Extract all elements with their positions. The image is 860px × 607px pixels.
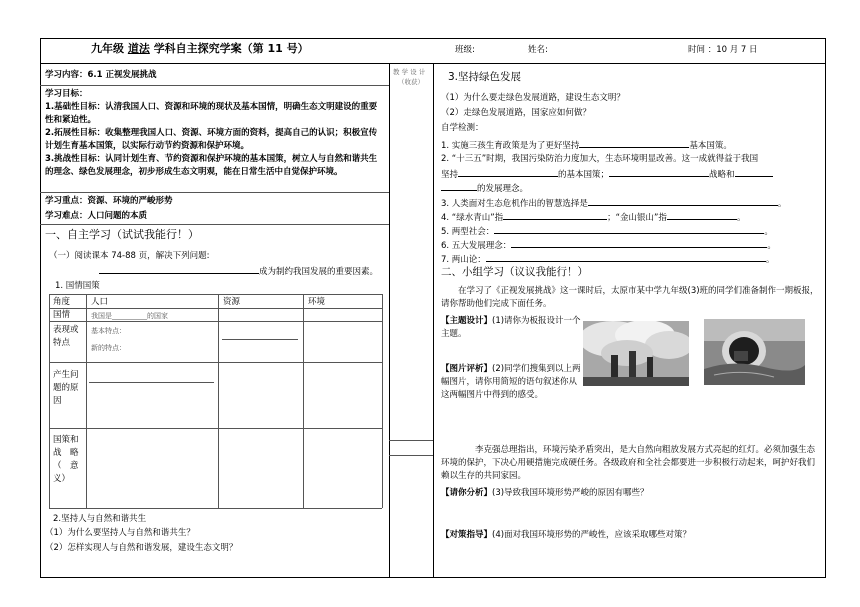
frame-top — [40, 38, 825, 39]
table-header-angle: 角度 — [53, 297, 71, 307]
key-point: 学习重点：资源、环境的严峻形势 — [45, 196, 173, 206]
causes-answer-line — [89, 382, 214, 383]
check-item-3: 3. 人类面对生态危机作出的智慧选择是 。 — [441, 196, 786, 210]
table-header-population: 人口 — [91, 297, 109, 307]
constraint-question — [99, 264, 378, 278]
cell-new-features[interactable]: 新的特点： — [91, 344, 126, 352]
green-question-1: （1）为什么要走绿色发展道路，建设生态文明？ — [441, 93, 625, 103]
points-divider — [40, 224, 389, 225]
table-header-environment: 环境 — [308, 297, 326, 307]
teaching-design-label: 教 学 设 计 — [393, 68, 426, 76]
row-label-characteristics: 表现或特点 — [53, 325, 79, 348]
task-cause-analysis: 【请你分析】(3)导致我国环境形势严峻的原因有哪些？ — [441, 488, 649, 498]
frame-right — [825, 38, 826, 578]
constraint-question-tail: 成为制约我国发展的重要因素。 — [259, 267, 379, 277]
row-label-policies: 国策和战 略（ 意义） — [53, 435, 79, 484]
goals-divider — [40, 192, 389, 193]
cell-basic-features[interactable]: 基本特点： — [91, 327, 126, 335]
section-self-study-title: 一、自主学习（试试我能行！） — [45, 228, 199, 241]
difficult-point: 学习难点：人口问题的本质 — [45, 211, 148, 221]
harvest-label: （收获） — [398, 78, 424, 86]
green-development-title: 3.坚持绿色发展 — [448, 71, 522, 83]
title-rest: 学科自主探究学案（第 11 号） — [153, 42, 309, 55]
name-label: 姓名: — [528, 45, 548, 55]
subsection-harmony: 2.坚持人与自然和谐共生 — [53, 514, 147, 524]
task-photo-analysis: 【图片评析】(2)同学们搜集到以上两幅图片，请你用简短的语句叙述你从这两幅图片中得到的感受。 — [441, 364, 581, 400]
check-item-6: 6. 五大发展理念： 。 — [441, 238, 776, 252]
sewage-pipe-photo — [704, 319, 805, 385]
row-label-causes: 产生问题的原因 — [53, 370, 79, 406]
reading-instruction: （一）阅读课本 74-88 页，解决下列问题: — [49, 251, 210, 261]
learning-content: 学习内容：6.1 正视发展挑战 — [45, 70, 157, 80]
middle-divider-1 — [389, 440, 433, 441]
check-item-5: 5. 两型社会： 。 — [441, 224, 773, 238]
resources-answer-line — [222, 339, 298, 340]
date-label: 时间 ：10 月 7 日 — [688, 45, 758, 55]
check-item-4: 4. “绿水青山”指 ；“金山银山”指 。 — [441, 210, 745, 224]
frame-left — [40, 38, 41, 578]
smokestack-pollution-photo — [583, 321, 689, 386]
divider-mid-right — [433, 64, 434, 578]
task-countermeasures: 【对策指导】(4)面对我国环境形势的严峻性，应该采取哪些对策？ — [441, 530, 692, 540]
goal-extended: 2.拓展性目标：收集整理我国人口、资源、环境方面的资料，提高自己的认识；积极宣传计划生育基本国策，以实际行动节约资源和保护环境。 — [45, 128, 378, 151]
row-label-national-condition: 国情 — [53, 310, 71, 320]
self-check-title: 自学检测： — [441, 123, 484, 133]
title-grade: 九年级 — [91, 42, 124, 55]
goal-challenge: 3.挑战性目标：认同计划生育、节约资源和保护环境的基本国策，树立人与自然和谐共生的理念、绿色发展理念，初步形成生态文明观，能在日常生活中自觉保护环境。 — [45, 154, 378, 177]
group-intro-text: 在学习了《正视发展挑战》这一课时后，太原市某中学九年级(3)班的同学们准备制作一期板报，请你帮助他们完成下面任务。 — [441, 286, 819, 309]
worksheet-title — [91, 43, 309, 55]
green-question-2: （2）走绿色发展道路，国家应如何做？ — [441, 108, 591, 118]
check-item-2: 2. “十三五”时期，我国污染防治力度加大，生态环境明显改善。这一成就得益于我国 — [441, 154, 759, 164]
content-divider — [40, 85, 389, 86]
answer-blank[interactable] — [99, 264, 259, 274]
subsection-national-policy: 1. 国情国策 — [55, 281, 100, 291]
goal-basic: 1.基础性目标：认清我国人口、资源和环境的现状及基本国情，明确生态文明建设的重要性和紧迫性。 — [45, 102, 378, 125]
title-subject: 道法 — [127, 42, 150, 55]
class-label: 班级: — [455, 45, 475, 55]
check-item-7: 7. 两山论： 。 — [441, 252, 774, 266]
task-theme-design: 【主题设计】(1)请你为板报设计一个主题。 — [441, 316, 581, 339]
check-item-2-end: 的发展理念。 — [441, 181, 528, 195]
divider-left-mid — [389, 64, 390, 578]
harmony-question-1: （1）为什么要坚持人与自然和谐共生？ — [45, 528, 195, 538]
harmony-question-2: （2）怎样实现人与自然和谐发展，建设生态文明？ — [45, 543, 238, 553]
middle-divider-2 — [389, 455, 433, 456]
goals-title: 学习目标： — [45, 89, 88, 99]
section-group-study-title: 二、小组学习（议议我能行！） — [441, 266, 588, 278]
cell-national-condition-population[interactable]: 我国是__________的国家 — [91, 312, 168, 320]
premier-quote: 李克强总理指出，环境污染矛盾突出，是大自然向粗放发展方式亮起的红灯。必须加强生态环境的保护，下决心用硬措施完成硬任务。各级政府和全社会都要进一步积极行动起来，呵护好我们赖以生存的共同家园。 — [441, 445, 816, 481]
check-item-2-cont: 坚持 的基本国策； 战略和 — [441, 167, 773, 181]
table-header-resources: 资源 — [223, 297, 241, 307]
check-item-1: 1. 实施三孩生育政策是为了更好坚持 基本国策。 — [441, 138, 732, 152]
